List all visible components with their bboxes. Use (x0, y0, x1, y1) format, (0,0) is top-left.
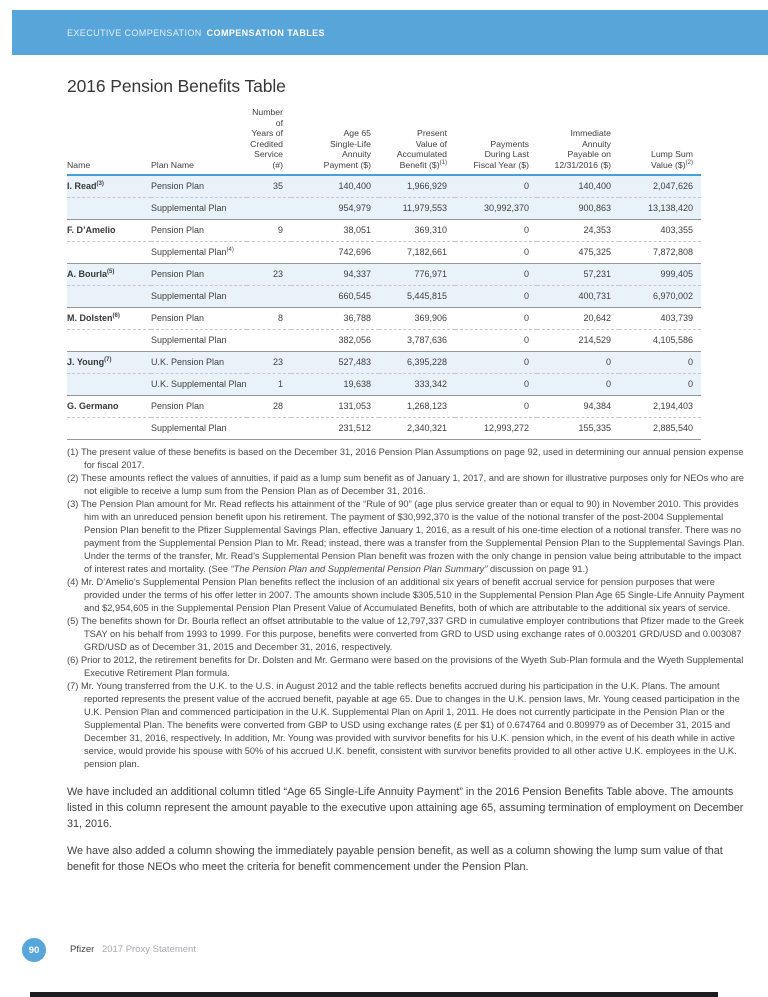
service-value-cell: 1 (247, 373, 291, 395)
service-value-cell: 28 (247, 395, 291, 417)
immediate-value-cell: 20,642 (537, 307, 619, 329)
payments-value-cell: 0 (523, 181, 529, 192)
col-header-line: Credited (250, 138, 283, 149)
lump-value-cell: 2,047,626 (652, 181, 693, 192)
annuity-value-cell: 231,512 (291, 417, 379, 439)
col-header-immediate (537, 107, 619, 175)
paragraph-annuity-column: We have included an additional column titled “Age 65 Single-Life Annuity Payment” in the 2016 Pension Benefits Table above. The amounts listed in this column represent the amount payable to the executive upon attaining age 65, assuming termination of employment on December 31, 2016. (67, 785, 744, 830)
annuity-value-cell: 140,400 (338, 181, 371, 192)
footnote-text-italic: “The Pension Plan and Supplemental Pension Plan Summary” (230, 563, 488, 574)
col-header-plan (151, 107, 247, 175)
header-row (67, 107, 701, 175)
page-number-badge: 90 (22, 938, 46, 962)
col-header-line: Value of (415, 138, 447, 149)
immediate-value-cell: 400,731 (537, 285, 619, 307)
table-row (67, 417, 701, 439)
name-cell (67, 197, 151, 219)
lump-value-cell: 6,970,002 (619, 285, 701, 307)
table-row (67, 373, 701, 395)
immediate-value-cell: 94,384 (537, 395, 619, 417)
table-row (67, 351, 701, 373)
immediate-value-cell: 0 (537, 373, 619, 395)
footnote-marker: (5) (67, 615, 81, 626)
banner-subsection-label: COMPENSATION TABLES (206, 27, 325, 38)
plan-cell: Supplemental Plan (151, 329, 247, 351)
footnote-2 (67, 472, 745, 498)
annuity-value-cell: 36,788 (291, 307, 379, 329)
plan-cell: Pension Plan (151, 219, 247, 241)
annuity-value-cell: 660,545 (291, 285, 379, 307)
footnote-text: The benefits shown for Dr. Bourla reflect an offset attributable to the value of 12,797,337 GRD in cumulative employer contributions that Pfizer made to the Greek TSAY on his behalf from 1993 to 1999. For this purpose, benefits were converted from GRD to USD using exchange rates of 0.003201 GRD/USD and 0.003087 GRD/USD as of December 31, 2015 and December 31, 2016, respectively. (80, 615, 744, 652)
immediate-value-cell: 155,335 (537, 417, 619, 439)
footer-doc-title: 2017 Proxy Statement (101, 944, 196, 955)
plan-cell: U.K. Supplemental Plan (151, 373, 247, 395)
col-header-line: Benefit ($)$^{(1)}$ (399, 159, 447, 170)
lump-value-cell: 2,885,540 (619, 417, 701, 439)
footnote-1 (67, 446, 745, 472)
col-header-line: Accumulated (396, 149, 447, 160)
col-header-line: Age 65 (343, 128, 371, 139)
annuity-value-cell: 94,337 (291, 263, 379, 285)
lump-value-cell: 2,194,403 (619, 395, 701, 417)
table-row (67, 395, 701, 417)
page-content (67, 76, 749, 875)
pv-value-cell: 333,342 (379, 373, 455, 395)
annuity-value-cell: 131,053 (291, 395, 379, 417)
footnote-reference: (7) (104, 357, 112, 364)
name-cell: I. Read$^{(3)}$ (67, 181, 104, 192)
footnote-7 (67, 680, 745, 771)
footnote-text: Prior to 2012, the retirement benefits for Dr. Dolsten and Mr. Germano were based on the provisions of the Wyeth Sub-Plan formula and the Wyeth Supplemental Executive Retirement Plan formula. (80, 654, 744, 678)
pv-value-cell: 11,979,553 (379, 197, 455, 219)
lump-value-cell: 403,739 (619, 307, 701, 329)
footnote-text: Mr. D’Amelio’s Supplemental Pension Plan benefits reflect the inclusion of an additional six years of benefit accrual service for pension purposes that were provided under the terms of his offer letter in 2007. The amounts shown include $305,510 in the Supplemental Pension Plan Age 65 Single-Life Annuity Payment and $2,954,605 in the Supplemental Pension Plan Present Value of Accumulated Benefits, both of which are attributable to the additional six years of service. (80, 576, 745, 613)
col-header-line: Payment ($) (323, 159, 371, 170)
footnote-marker: (6) (67, 654, 81, 665)
name-cell: M. Dolsten$^{(6)}$ (67, 307, 151, 329)
footnote-reference: (3) (96, 181, 104, 188)
table-row (67, 329, 701, 351)
col-header-line: Plan Name (151, 159, 194, 170)
plan-cell: Supplemental Plan (151, 417, 247, 439)
annuity-value-cell: 527,483 (291, 351, 379, 373)
payments-value-cell: 0 (455, 351, 537, 373)
service-value-cell (247, 285, 291, 307)
footnote-reference: (6) (112, 313, 120, 320)
col-header-line: Value ($)$^{(2)}$ (651, 159, 693, 170)
col-header-line: Annuity (342, 149, 371, 160)
payments-value-cell: 0 (455, 241, 537, 263)
annuity-value-cell: 38,051 (291, 219, 379, 241)
col-header-line: Annuity (582, 138, 611, 149)
immediate-value-cell: 57,231 (537, 263, 619, 285)
footnote-marker: (1) (67, 446, 81, 457)
table-row (67, 307, 701, 329)
plan-cell: Pension Plan (151, 263, 247, 285)
annuity-value-cell: 19,638 (291, 373, 379, 395)
name-cell (67, 329, 151, 351)
immediate-value-cell: 24,353 (537, 219, 619, 241)
col-header-line: Name (67, 159, 91, 170)
page-title: 2016 Pension Benefits Table (67, 76, 286, 96)
name-cell (67, 285, 151, 307)
col-header-lump (619, 107, 701, 175)
footnote-reference: (1) (439, 160, 447, 167)
lump-value-cell: 0 (619, 373, 701, 395)
col-header-line: Present (417, 128, 447, 139)
col-header-name (67, 107, 151, 175)
plan-cell: Supplemental Plan$^{(4)}$ (151, 241, 247, 263)
annuity-value-cell: 954,979 (291, 197, 379, 219)
table-header (67, 107, 701, 175)
service-value-cell (247, 241, 291, 263)
footnote-3 (67, 498, 745, 576)
page-bottom-edge (30, 992, 718, 997)
lump-value-cell: 4,105,586 (619, 329, 701, 351)
plan-cell: U.K. Pension Plan (151, 351, 247, 373)
table-row (67, 175, 701, 198)
lump-value-cell: 13,138,420 (619, 197, 701, 219)
table-row (67, 197, 701, 219)
col-header-line: Payable on (567, 149, 611, 160)
col-header-line: Single-Life (329, 138, 371, 149)
name-cell: G. Germano (67, 395, 151, 417)
pv-value-cell: 1,268,123 (379, 395, 455, 417)
payments-value-cell: 30,992,370 (455, 197, 537, 219)
lump-value-cell: 0 (619, 351, 701, 373)
footnote-reference: (5) (107, 269, 115, 276)
table-row (67, 263, 701, 285)
pv-value-cell: 2,340,321 (379, 417, 455, 439)
col-header-line: Number of (252, 107, 283, 128)
service-value-cell: 8 (247, 307, 291, 329)
footnote-text: The Pension Plan amount for Mr. Read reflects his attainment of the “Rule of 90” (age plus service greater than or equal to 90) in November 2010. This provides him with an unreduced pension benefit upon his retirement. The payment of $30,992,370 is the value of the notional transfer of the post-2004 Supplemental Pension Plan benefit to the Pfizer Supplemental Savings Plan, effective January 1, 2016, as a result of his one-time election of a notional transfer. There was no payment from the Supplemental Pension Plan to Mr. Read; instead, there was a transfer from the Supplemental Pension Plan to the Supplemental Savings Plan. Under the terms of the transfer, Mr. Read’s Supplemental Pension Plan benefit was frozen with the only change in pension value being attributable to the impact of interest rates and mortality. (See (80, 498, 745, 574)
footnote-text: discussion on page 91.) (487, 563, 589, 574)
col-header-line: Payments (490, 138, 529, 149)
top-banner (12, 10, 768, 55)
footnote-marker: (2) (67, 472, 81, 483)
name-cell: F. D’Amelio (67, 219, 151, 241)
plan-cell: Pension Plan (151, 395, 247, 417)
pv-value-cell: 6,395,228 (379, 351, 455, 373)
footnotes-block (67, 446, 745, 771)
table-row (67, 241, 701, 263)
footnote-marker: (3) (67, 498, 81, 509)
lump-value-cell: 999,405 (619, 263, 701, 285)
service-value-cell (247, 417, 291, 439)
footnote-text: Mr. Young transferred from the U.K. to the U.S. in August 2012 and the table reflects benefits accrued during his participation in the U.K. Plans. The amount reported represents the present value of the accrued benefit, payable at age 65. Due to changes in the U.K. pension laws, Mr. Young ceased participation in the U.K. Pension Plan and commenced participation in the U.K. Supplemental Plan on April 1, 2011. He does not currently participate in the Pension Plan or the Supplemental Plan. The benefits were converted from GBP to USD using exchange rates (£ per $1) of 0.674764 and 0.809979 as of December 31, 2015 and December 31, 2016, respectively. In addition, Mr. Young was provided with survivor benefits for his U.K. pension which, in the event of his death while in active service, would provide his spouse with 50% of his accrued U.K. benefit, consistent with survivor benefits provided to all other active U.K. employees in the U.K. pension plan. (80, 680, 740, 769)
name-cell: A. Bourla$^{(5)}$ (67, 263, 151, 285)
footnote-marker: (7) (67, 680, 81, 691)
paragraph-added-columns: We have also added a column showing the immediately payable pension benefit, as well as a column showing the lump sum value of that benefit for those NEOs who meet the criteria for benefit commencement under the Pension Plan. (67, 844, 723, 873)
pv-value-cell: 5,445,815 (379, 285, 455, 307)
footnote-reference: (2) (685, 160, 693, 167)
col-header-pv (379, 107, 455, 175)
immediate-value-cell: 475,325 (537, 241, 619, 263)
pv-value-cell: 3,787,636 (379, 329, 455, 351)
banner-section-label: EXECUTIVE COMPENSATION (67, 27, 202, 38)
table-row (67, 219, 701, 241)
footnote-5 (67, 615, 745, 654)
lump-value-cell: 7,872,808 (619, 241, 701, 263)
col-header-annuity (291, 107, 379, 175)
plan-cell: Pension Plan (151, 181, 205, 192)
col-header-service (247, 107, 291, 175)
service-value-cell (247, 329, 291, 351)
footnote-text: These amounts reflect the values of annuities, if paid as a lump sum benefit as of January 1, 2017, and are shown for illustrative purposes only for NEOs who are not eligible to receive a lump sum from the Pension Plan as of December 31, 2016. (80, 472, 744, 496)
service-value-cell: 23 (247, 351, 291, 373)
immediate-value-cell: 214,529 (537, 329, 619, 351)
lump-value-cell: 403,355 (619, 219, 701, 241)
annuity-value-cell: 742,696 (291, 241, 379, 263)
col-header-line: Fiscal Year ($) (473, 159, 529, 170)
pension-benefits-table (67, 107, 701, 440)
pv-value-cell: 7,182,661 (379, 241, 455, 263)
footnote-reference: (4) (226, 247, 234, 254)
footnote-text: The present value of these benefits is based on the December 31, 2016 Pension Plan Assumptions on page 92, used in determining our annual pension expense for fiscal 2017. (80, 446, 744, 470)
pv-value-cell: 1,966,929 (406, 181, 447, 192)
service-value-cell: 23 (247, 263, 291, 285)
pv-value-cell: 369,310 (379, 219, 455, 241)
payments-value-cell: 0 (455, 219, 537, 241)
plan-cell: Supplemental Plan (151, 285, 247, 307)
annuity-value-cell: 382,056 (291, 329, 379, 351)
footnote-marker: (4) (67, 576, 81, 587)
payments-value-cell: 0 (455, 263, 537, 285)
plan-cell: Pension Plan (151, 307, 247, 329)
name-cell: J. Young$^{(7)}$ (67, 351, 151, 373)
payments-value-cell: 0 (455, 285, 537, 307)
page-footer (70, 944, 196, 955)
payments-value-cell: 0 (455, 307, 537, 329)
name-cell (67, 241, 151, 263)
payments-value-cell: 0 (455, 373, 537, 395)
col-header-line: 12/31/2016 ($) (554, 159, 611, 170)
name-cell (67, 417, 151, 439)
immediate-value-cell: 140,400 (578, 181, 611, 192)
name-cell (67, 373, 151, 395)
col-header-payments (455, 107, 537, 175)
col-header-line: Lump Sum (650, 149, 693, 160)
col-header-line: Service (#) (254, 149, 283, 170)
col-header-line: During Last (484, 149, 529, 160)
col-header-line: Years of (251, 128, 283, 139)
footer-brand: Pfizer (70, 944, 95, 955)
pv-value-cell: 369,906 (379, 307, 455, 329)
plan-cell: Supplemental Plan (151, 197, 247, 219)
footnote-4 (67, 576, 745, 615)
payments-value-cell: 12,993,272 (455, 417, 537, 439)
service-value-cell: 35 (272, 181, 283, 192)
table-body (67, 175, 701, 440)
footnote-6 (67, 654, 745, 680)
service-value-cell (247, 197, 291, 219)
table-row (67, 285, 701, 307)
immediate-value-cell: 0 (537, 351, 619, 373)
col-header-line: Immediate (570, 128, 611, 139)
pv-value-cell: 776,971 (379, 263, 455, 285)
service-value-cell: 9 (247, 219, 291, 241)
payments-value-cell: 0 (455, 395, 537, 417)
immediate-value-cell: 900,863 (537, 197, 619, 219)
payments-value-cell: 0 (455, 329, 537, 351)
